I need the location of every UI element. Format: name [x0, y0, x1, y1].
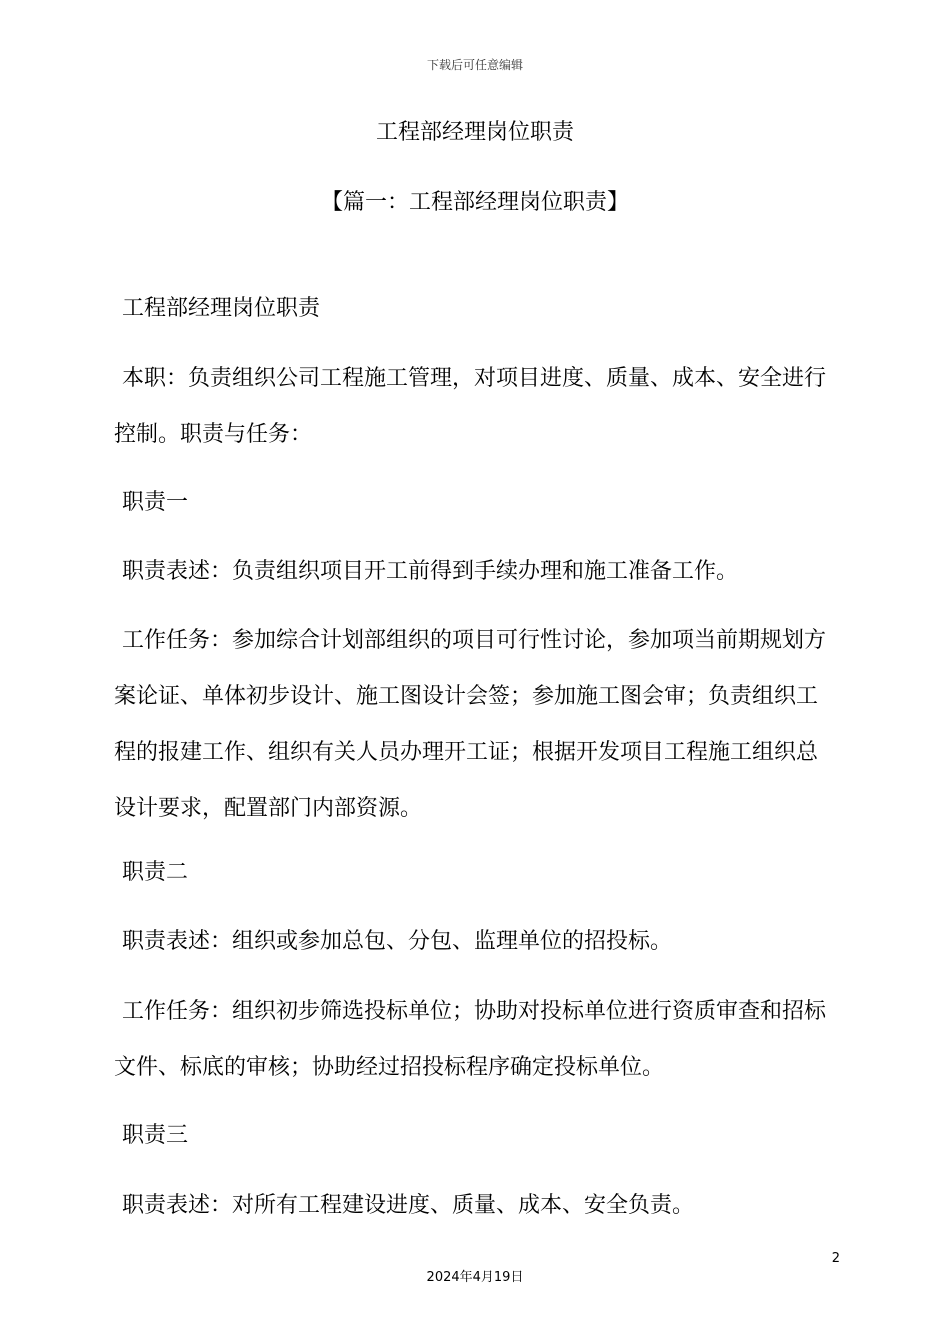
duty-heading-3: 职责三	[122, 1123, 189, 1148]
duty-description-2: 职责表述：组织或参加总包、分包、监理单位的招投标。	[122, 929, 673, 954]
document-subtitle: 【篇一：工程部经理岗位职责】	[320, 190, 629, 215]
duty-tasks-1: 工作任务：参加综合计划部组织的项目可行性讨论，参加项当前期规划方案论证、单体初步设计、施工图设计会签；参加施工图会审；负责组织工程的报建工作、组织有关人员办理开工证；根据开发项目工程施工组织总设计要求，配置部门内部资源。	[114, 628, 827, 821]
duty-tasks-2: 工作任务：组织初步筛选投标单位；协助对投标单位进行资质审查和招标文件、标底的审核；协助经过招投标程序确定投标单位。	[114, 999, 827, 1080]
document-title: 工程部经理岗位职责	[375, 120, 574, 145]
page-number: 2	[831, 1251, 840, 1266]
header-note: 下载后可任意编辑	[426, 58, 523, 72]
footer-date: 2024年4月19日	[426, 1270, 524, 1285]
section-heading: 工程部经理岗位职责	[122, 296, 321, 321]
duty-description-1: 职责表述：负责组织项目开工前得到手续办理和施工准备工作。	[122, 559, 739, 584]
duty-heading-2: 职责二	[122, 860, 189, 885]
paragraph-role: 本职：负责组织公司工程施工管理，对项目进度、质量、成本、安全进行控制。职责与任务：	[114, 366, 827, 447]
duty-heading-1: 职责一	[122, 490, 189, 515]
duty-description-3: 职责表述：对所有工程建设进度、质量、成本、安全负责。	[122, 1193, 695, 1218]
